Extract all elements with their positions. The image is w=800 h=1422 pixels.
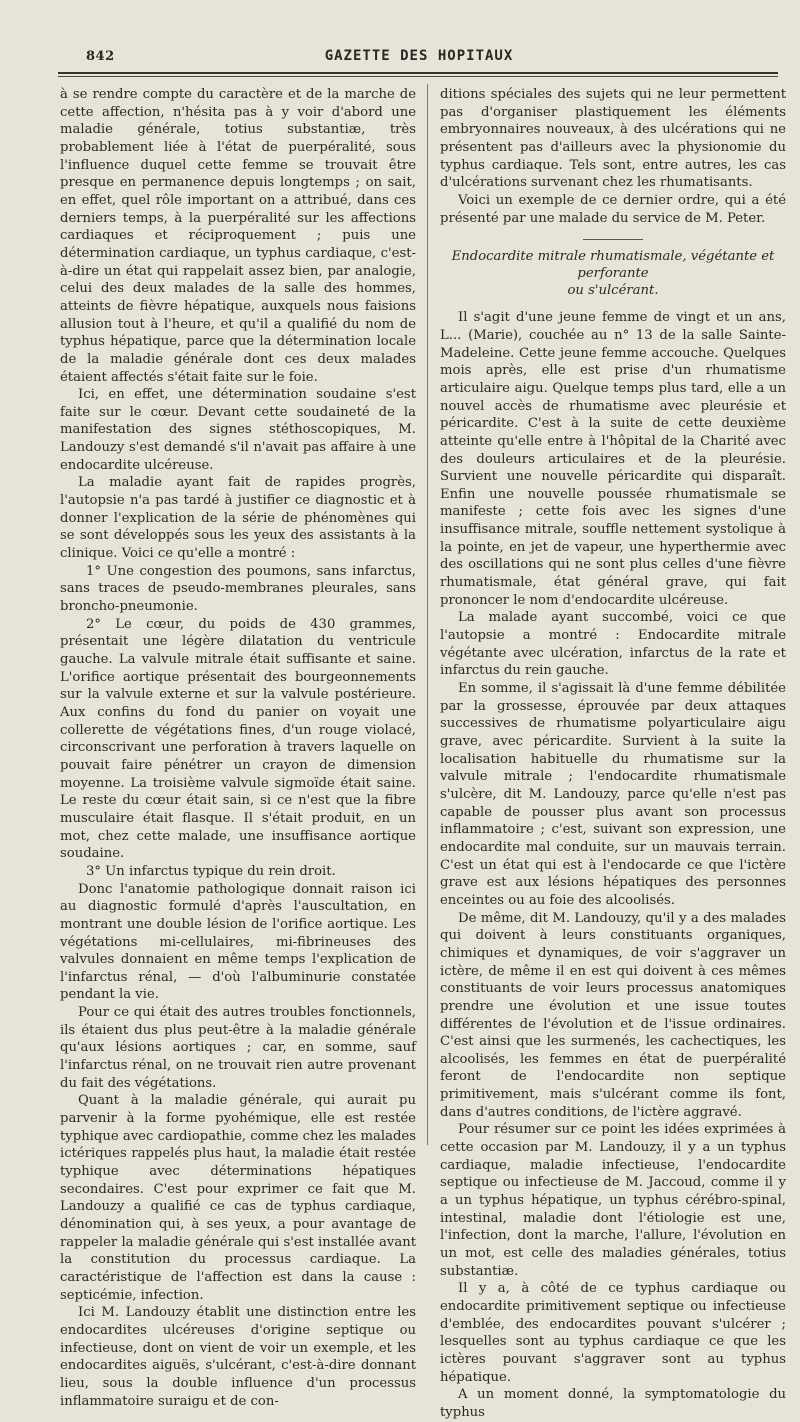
paragraph: De même, dit M. Landouzy, qu'il y a des malades qui doivent à leurs constituants organiques, chimiques et dynamiques, de voir s'aggraver un ictère, de même il en est qui doivent à ces mêmes constituants de voir leurs processus anatomiques prendre une évolution et une issue toutes différentes de l'évolution et de l'issue ordinaires. C'est ainsi que les surmenés, les cachectiques, les alcoolisés, les femmes en état de puerpéralité feront de l'endocardite non septique primitivement, mais s'ulcérant comme ils font, dans d'autres conditions, de l'ictère aggravé. [440, 910, 786, 1120]
section-title-line: ou s'ulcérant. [567, 283, 659, 299]
autopsy-finding: 3° Un infarctus typique du rein droit. [86, 863, 336, 879]
paragraph: Il y a, à côté de ce typhus cardiaque ou endocardite primitivement septique ou infectieuse d'emblée, des endocardites pouvant s'ulcérer ; lesquelles sont au typhus cardiaque ce que les ictères pouvant s'aggraver sont au typhus hépatique. [440, 1281, 786, 1385]
journal-title: GAZETTE DES HOPITAUX [324, 48, 514, 64]
paragraph: ditions spéciales des sujets qui ne leur permettent pas d'organiser plastiquement les éléments embryonnaires nouveaux, à des ulcérations qui ne présentent pas d'ailleurs avec la physionomie du typhus cardiaque. Tels sont, entre autres, les cas d'ulcérations survenant chez les rhumatisants. [440, 87, 786, 191]
section-title-line: Endocardite mitrale rhumatismale, végétante et perforante [451, 249, 775, 282]
paragraph: A un moment donné, la symptomatologie du typhus [440, 1387, 786, 1420]
paragraph: Voici un exemple de ce dernier ordre, qui a été présenté par une malade du service de M. Peter. [440, 192, 786, 226]
page-header [58, 40, 780, 70]
paragraph: à se rendre compte du caractère et de la marche de cette affection, n'hésita pas à y voir d'abord une maladie générale, totius substantiæ, très probablement liée à l'état de puerpéralité, sous l'influence duquel cette femme se trouvait être presque en permanence depuis longtemps ; on sait, en effet, quel rôle important on a attribué, dans ces derniers temps, à la puerpéralité sur les affections cardiaques et réciproquement ; puis une détermination cardiaque, un typhus cardiaque, c'est-à-dire un état qui rappelait assez bien, par analogie, celui des deux malades de la salle des hommes, atteints de fièvre hépatique, auxquels nous faisions allusion tout à l'heure, et qu'il a qualifié du nom de typhus hépatique, parce que la détermination locale de la maladie générale dont ces deux malades étaient affectés s'était faite sur le foie. [60, 87, 416, 385]
paragraph: Quant à la maladie générale, qui aurait pu parvenir à la forme pyohémique, elle est restée typhique avec cardiopathie, comme chez les malades ictériques rappelés plus haut, la maladie était restée typhique avec déterminations hépatiques secondaires. C'est pour exprimer ce fait que M. Landouzy a qualifié ce cas de typhus cardiaque, dénomination qui, à ses yeux, a pour avantage de rappeler la maladie générale qui s'est installée avant la constitution du processus cardiaque. La caractéristique de l'affection est dans la cause : septicémie, infection. [60, 1093, 416, 1303]
paragraph: Ici, en effet, une détermination soudaine s'est faite sur le cœur. Devant cette soudaineté de la manifestation des signes stéthoscopiques, M. Landouzy s'est demandé s'il n'avait pas affaire à une endocardite ulcéreuse. [60, 387, 416, 473]
paragraph: La maladie ayant fait de rapides progrès, l'autopsie n'a pas tardé à justifier ce diagnostic et à donner l'explication de la série de phénomènes qui se sont développés sous les yeux des assistants à la clinique. Voici ce qu'elle a montré : [60, 475, 416, 562]
paragraph: Il s'agit d'une jeune femme de vingt et un ans, L... (Marie), couchée au n° 13 de la salle Sainte-Madeleine. Cette jeune femme accouche. Quelques mois après, elle est prise d'un rhumatisme articulaire aigu. Quelque temps plus tard, elle a un nouvel accès de rhumatisme avec pleurésie et péricardite. C'est à la suite de cette deuxième atteinte qu'elle entre à l'hôpital de la Charité avec des douleurs articulaires et de la pleurésie. Survient une nouvelle péricardite qui disparaît. Enfin une nouvelle poussée rhumatismale se manifeste ; cette fois avec les signes d'une insuffisance mitrale, souffle nettement systolique à la pointe, en jet de vapeur, une hyperthermie avec des oscillations qui ne sont plus celles d'une fièvre rhumatismale, état général grave, qui fait prononcer le nom d'endocardite ulcéreuse. [440, 310, 786, 608]
paragraph: Donc l'anatomie pathologique donnait raison ici au diagnostic formulé d'après l'auscultation, en montrant une double lésion de l'orifice aortique. Les végétations mi-cellulaires, mi-fibrineuses des valvules donnaient en même temps l'explication de l'infarctus rénal, — d'où l'albuminurie constatée pendant la vie. [60, 881, 416, 1003]
paragraph: Ici M. Landouzy établit une distinction entre les endocardites ulcéreuses d'origine septique ou infectieuse, dont on vient de voir un exemple, et les endocardites aiguës, s'ulcérant, c'est-à-dire donnant lieu, sous la double influence d'un processus inflammatoire suraigu et de con- [60, 1305, 416, 1409]
autopsy-finding: 1° Une congestion des poumons, sans infarctus, sans traces de pseudo-membranes pleurales, sans broncho-pneumonie. [60, 563, 416, 615]
page-number: 842 [86, 49, 115, 64]
paragraph: Pour ce qui était des autres troubles fonctionnels, ils étaient dus plus peut-être à la maladie générale qu'aux lésions aortiques ; car, en somme, sauf l'infarctus rénal, on ne trouvait rien autre provenant du fait des végétations. [60, 1005, 416, 1091]
title-rule [583, 239, 643, 240]
right-column [440, 86, 786, 1422]
column-separator [427, 84, 428, 1145]
paragraph: La malade ayant succombé, voici ce que l'autopsie a montré : Endocardite mitrale végétante avec ulcération, infarctus de la rate et infarctus du rein gauche. [440, 610, 786, 679]
paragraph: En somme, il s'agissait là d'une femme débilitée par la grossesse, éprouvée par deux attaques successives de rhumatisme polyarticulaire aigu grave, avec péricardite. Survient à la suite la localisation habituelle du rhumatisme sur la valvule mitrale ; l'endocardite rhumatismale s'ulcère, dit M. Landouzy, parce qu'elle n'est pas capable de pousser plus avant son processus inflammatoire ; c'est, suivant son expression, une endocardite mal conduite, sur un mauvais terrain. C'est un état qui est à l'endocarde ce que l'ictère grave est aux lésions hépatiques des personnes enceintes ou au foie des alcoolisés. [440, 681, 786, 908]
header-rule-thick [58, 72, 778, 74]
section-title [440, 239, 786, 299]
paragraph: Pour résumer sur ce point les idées exprimées à cette occasion par M. Landouzy, il y a un typhus cardiaque, maladie infectieuse, l'endocardite septique ou infectieuse de M. Jaccoud, comme il y a un typhus hépatique, un typhus cérébro-spinal, intestinal, maladie dont l'étiologie est une, l'infection, dont la marche, l'allure, l'évolution en un mot, est celle des maladies générales, totius substantiæ. [440, 1122, 786, 1279]
autopsy-finding: 2° Le cœur, du poids de 430 grammes, présentait une légère dilatation du ventricule gauche. La valvule mitrale était suffisante et saine. L'orifice aortique présentait des bourgeonnements sur la valvule externe et sur la valvule postérieure. Aux confins du fond du panier on voyait une collerette de végétations fines, d'un rouge violacé, circonscrivant une perforation à travers laquelle on pouvait faire pénétrer un crayon de dimension moyenne. La troisième valvule sigmoïde était saine. Le reste du cœur était sain, si ce n'est que la fibre musculaire était flasque. Il s'était produit, en un mot, chez cette malade, une insuffisance aortique soudaine. [60, 616, 416, 862]
header-rule-thin [58, 76, 778, 77]
left-column [60, 86, 416, 1410]
